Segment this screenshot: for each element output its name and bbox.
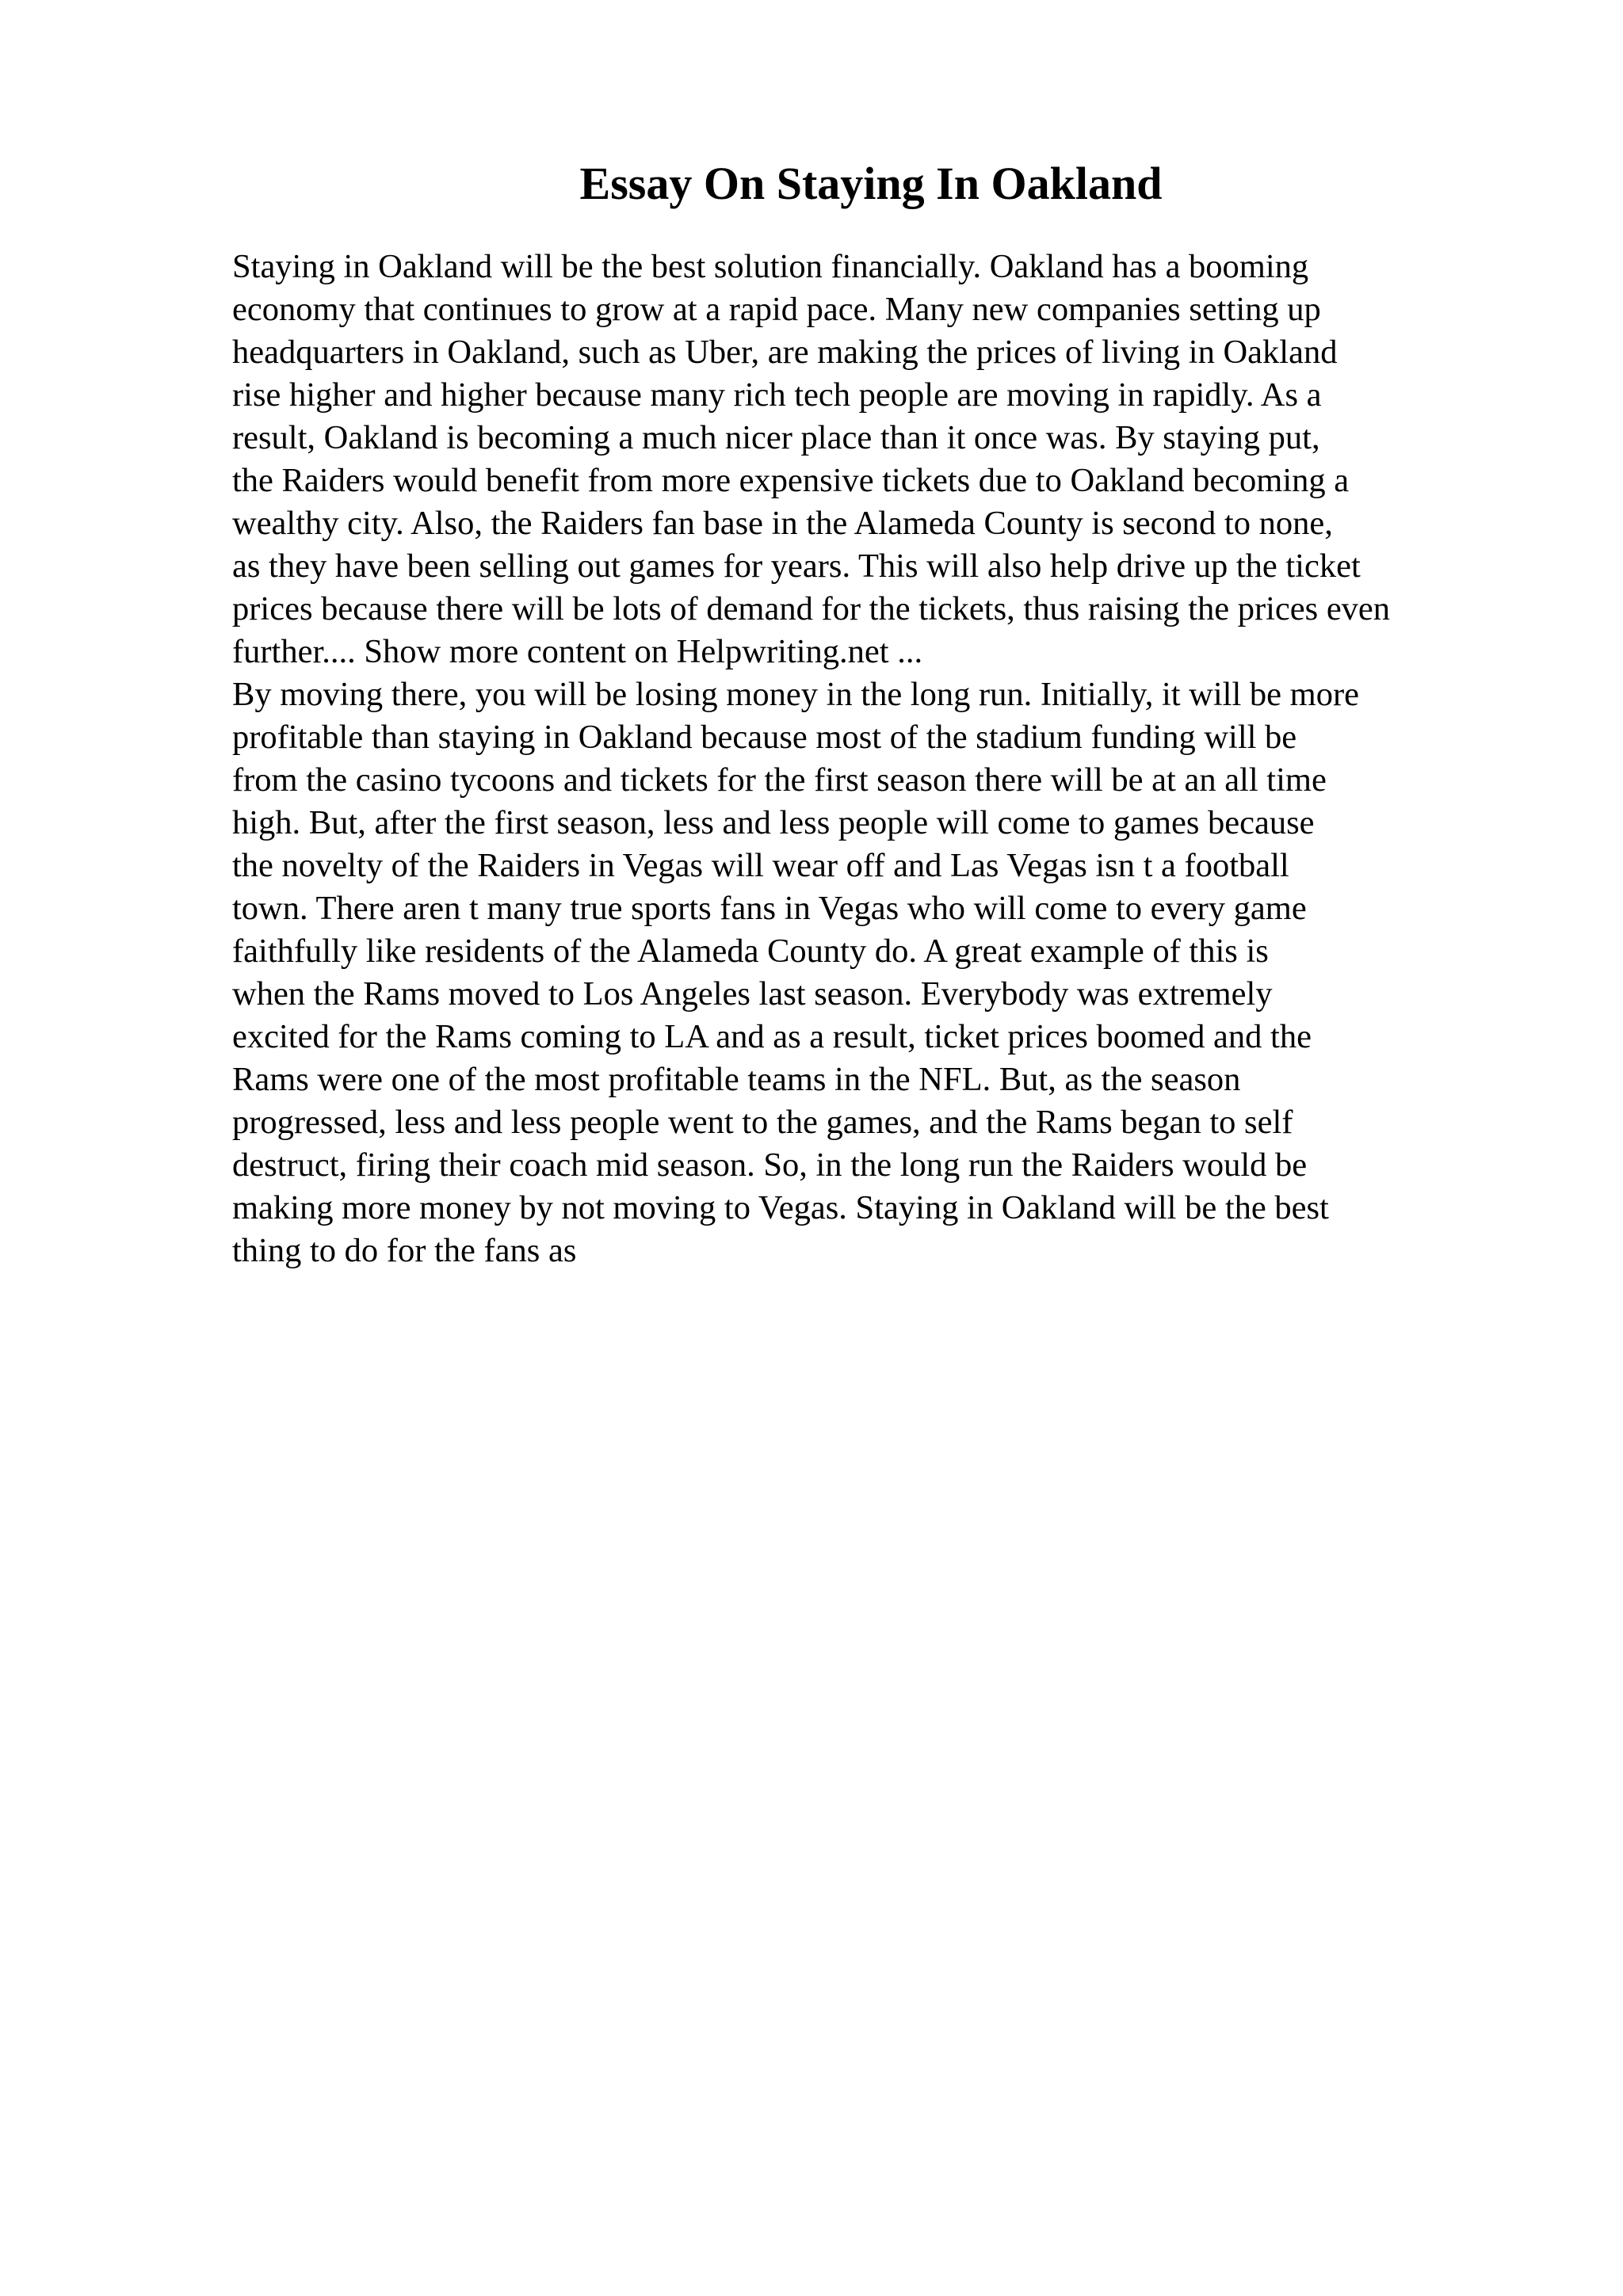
essay-line: thing to do for the fans as: [232, 1232, 577, 1269]
essay-line: rise higher and higher because many rich tech people are moving in rapidly. As a: [232, 376, 1322, 414]
essay-line: economy that continues to grow at a rapid pace. Many new companies setting up: [232, 291, 1321, 328]
essay-line: when the Rams moved to Los Angeles last season. Everybody was extremely: [232, 975, 1273, 1013]
essay-line: high. But, after the first season, less and less people will come to games because: [232, 804, 1315, 841]
essay-line: progressed, less and less people went to the games, and the Rams began to self: [232, 1104, 1293, 1141]
essay-line: the novelty of the Raiders in Vegas will wear off and Las Vegas isn t a football: [232, 847, 1289, 884]
essay-line: further.... Show more content on Helpwriting.net ...: [232, 633, 923, 670]
essay-line: wealthy city. Also, the Raiders fan base in the Alameda County is second to none,: [232, 505, 1333, 542]
essay-line: Rams were one of the most profitable teams in the NFL. But, as the season: [232, 1061, 1241, 1098]
essay-line: headquarters in Oakland, such as Uber, are making the prices of living in Oakland: [232, 334, 1338, 371]
essay-line: result, Oakland is becoming a much nicer place than it once was. By staying put,: [232, 419, 1320, 456]
essay-line: from the casino tycoons and tickets for the first season there will be at an all time: [232, 761, 1327, 799]
essay-body: [232, 246, 1623, 1272]
essay-line: faithfully like residents of the Alameda County do. A great example of this is: [232, 933, 1269, 970]
essay-line: Staying in Oakland will be the best solution financially. Oakland has a booming: [232, 248, 1309, 285]
essay-line: destruct, firing their coach mid season. So, in the long run the Raiders would be: [232, 1146, 1308, 1184]
essay-line: the Raiders would benefit from more expensive tickets due to Oakland becoming a: [232, 462, 1350, 499]
essay-line: town. There aren t many true sports fans in Vegas who will come to every game: [232, 890, 1307, 927]
essay-line: as they have been selling out games for years. This will also help drive up the ticket: [232, 547, 1361, 585]
essay-line: profitable than staying in Oakland because most of the stadium funding will be: [232, 719, 1297, 756]
essay-line: prices because there will be lots of demand for the tickets, thus raising the prices even: [232, 590, 1391, 627]
essay-line: excited for the Rams coming to LA and as a result, ticket prices boomed and the: [232, 1018, 1312, 1055]
essay-line: By moving there, you will be losing money in the long run. Initially, it will be more: [232, 676, 1359, 713]
document-title: Essay On Staying In Oakland: [579, 158, 1163, 209]
essay-line: making more money by not moving to Vegas. Staying in Oakland will be the best: [232, 1189, 1329, 1226]
